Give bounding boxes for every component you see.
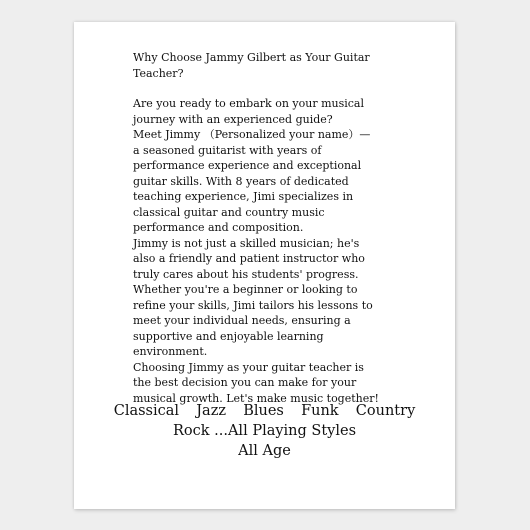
playing-styles — [74, 401, 455, 461]
styles-line-3: All Age — [238, 443, 291, 459]
styles-line-1: Classical Jazz Blues Funk Country — [113, 403, 416, 419]
closing-paragraph: Choosing Jimmy as your guitar teacher is the best decision you can make for your musical growth. Let's make music together! — [133, 360, 379, 405]
intro-paragraph: Are you ready to embark on your musical journey with an experienced guide? Meet Jimmy （Personalized your name）— a seasoned guitarist with years of performance experience and exceptional guitar skills. With 8 years of dedicated teaching experience, Jimi specializes in classical guitar and country music performance and composition. — [133, 97, 371, 234]
about-paragraph: Jimmy is not just a skilled musician; he's also a friendly and patient instructor who truly cares about his students' progress. Whether you're a beginner or looking to refine your skills, Jimi tailors his lessons to meet your individual needs, ensuring a supportive and enjoyable learning environment. — [133, 236, 373, 358]
flyer-page — [74, 22, 455, 509]
flyer-body — [133, 50, 438, 406]
heading-spacer — [133, 81, 438, 96]
styles-line-2: Rock ...All Playing Styles — [172, 423, 357, 439]
flyer-heading: Why Choose Jammy Gilbert as Your Guitar Teacher? — [133, 51, 370, 80]
